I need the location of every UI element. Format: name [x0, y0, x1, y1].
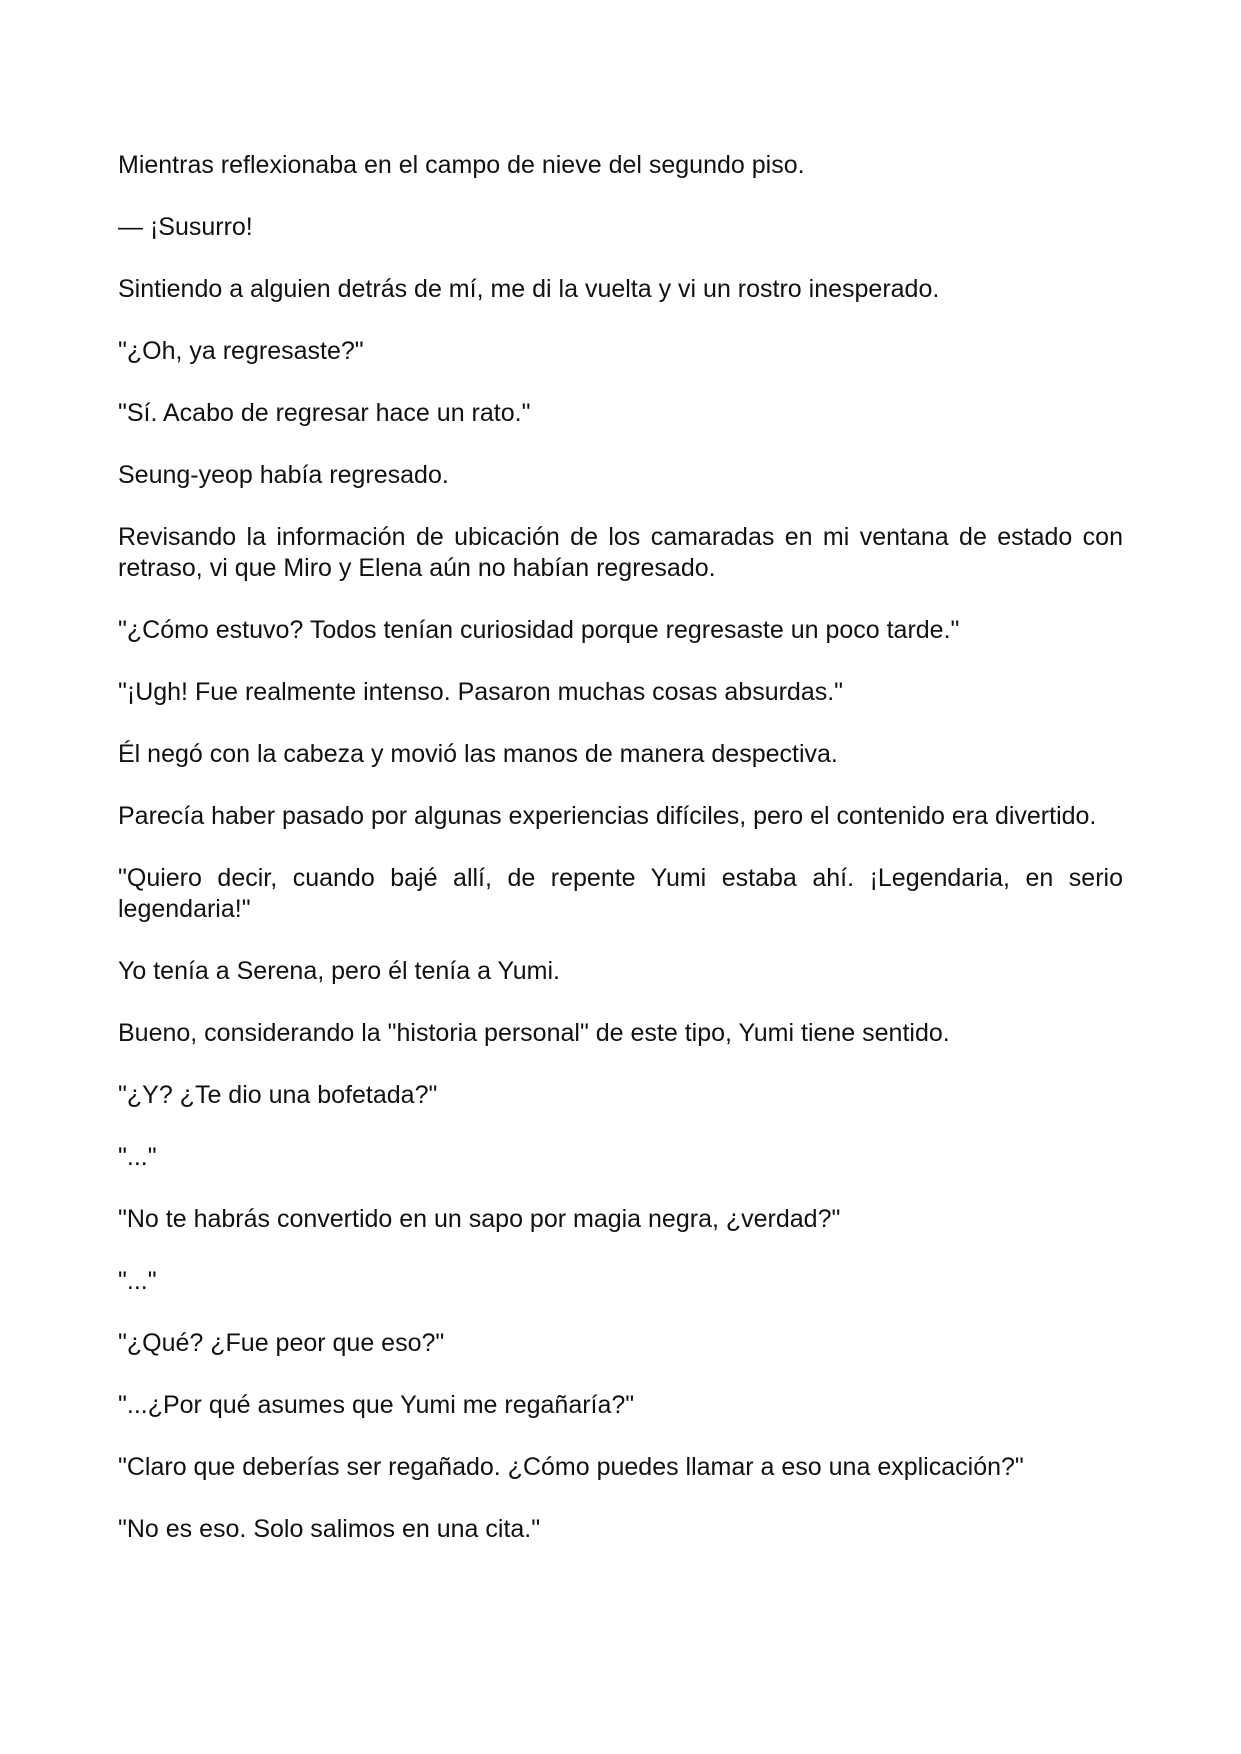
paragraph: "¿Qué? ¿Fue peor que eso?" — [118, 1329, 445, 1357]
paragraph: Yo tenía a Serena, pero él tenía a Yumi. — [118, 957, 560, 985]
paragraph: "Quiero decir, cuando bajé allí, de repente Yumi estaba ahí. ¡Legendaria, en serio legendaria!" — [118, 864, 1123, 923]
paragraph: Mientras reflexionaba en el campo de nieve del segundo piso. — [118, 151, 805, 179]
paragraph: "..." — [118, 1143, 157, 1171]
paragraph: "¡Ugh! Fue realmente intenso. Pasaron muchas cosas absurdas." — [118, 678, 844, 706]
paragraph: "¿Oh, ya regresaste?" — [118, 337, 364, 365]
document-body — [118, 150, 1123, 1545]
paragraph: "¿Y? ¿Te dio una bofetada?" — [118, 1081, 438, 1109]
paragraph: Bueno, considerando la "historia personal" de este tipo, Yumi tiene sentido. — [118, 1019, 950, 1047]
paragraph: Seung-yeop había regresado. — [118, 461, 449, 489]
paragraph: Él negó con la cabeza y movió las manos de manera despectiva. — [118, 740, 838, 768]
paragraph: "Claro que deberías ser regañado. ¿Cómo puedes llamar a eso una explicación?" — [118, 1453, 1024, 1481]
paragraph: "¿Cómo estuvo? Todos tenían curiosidad porque regresaste un poco tarde." — [118, 616, 960, 644]
paragraph: "No es eso. Solo salimos en una cita." — [118, 1515, 541, 1543]
paragraph: — ¡Susurro! — [118, 213, 253, 241]
paragraph: "Sí. Acabo de regresar hace un rato." — [118, 399, 531, 427]
paragraph: "...¿Por qué asumes que Yumi me regañaría?" — [118, 1391, 635, 1419]
paragraph: "No te habrás convertido en un sapo por magia negra, ¿verdad?" — [118, 1205, 841, 1233]
paragraph: Parecía haber pasado por algunas experiencias difíciles, pero el contenido era divertido. — [118, 802, 1097, 830]
paragraph: "..." — [118, 1267, 157, 1295]
paragraph: Revisando la información de ubicación de los camaradas en mi ventana de estado con retraso, vi que Miro y Elena aún no habían regresado. — [118, 523, 1123, 582]
paragraph: Sintiendo a alguien detrás de mí, me di la vuelta y vi un rostro inesperado. — [118, 275, 940, 303]
